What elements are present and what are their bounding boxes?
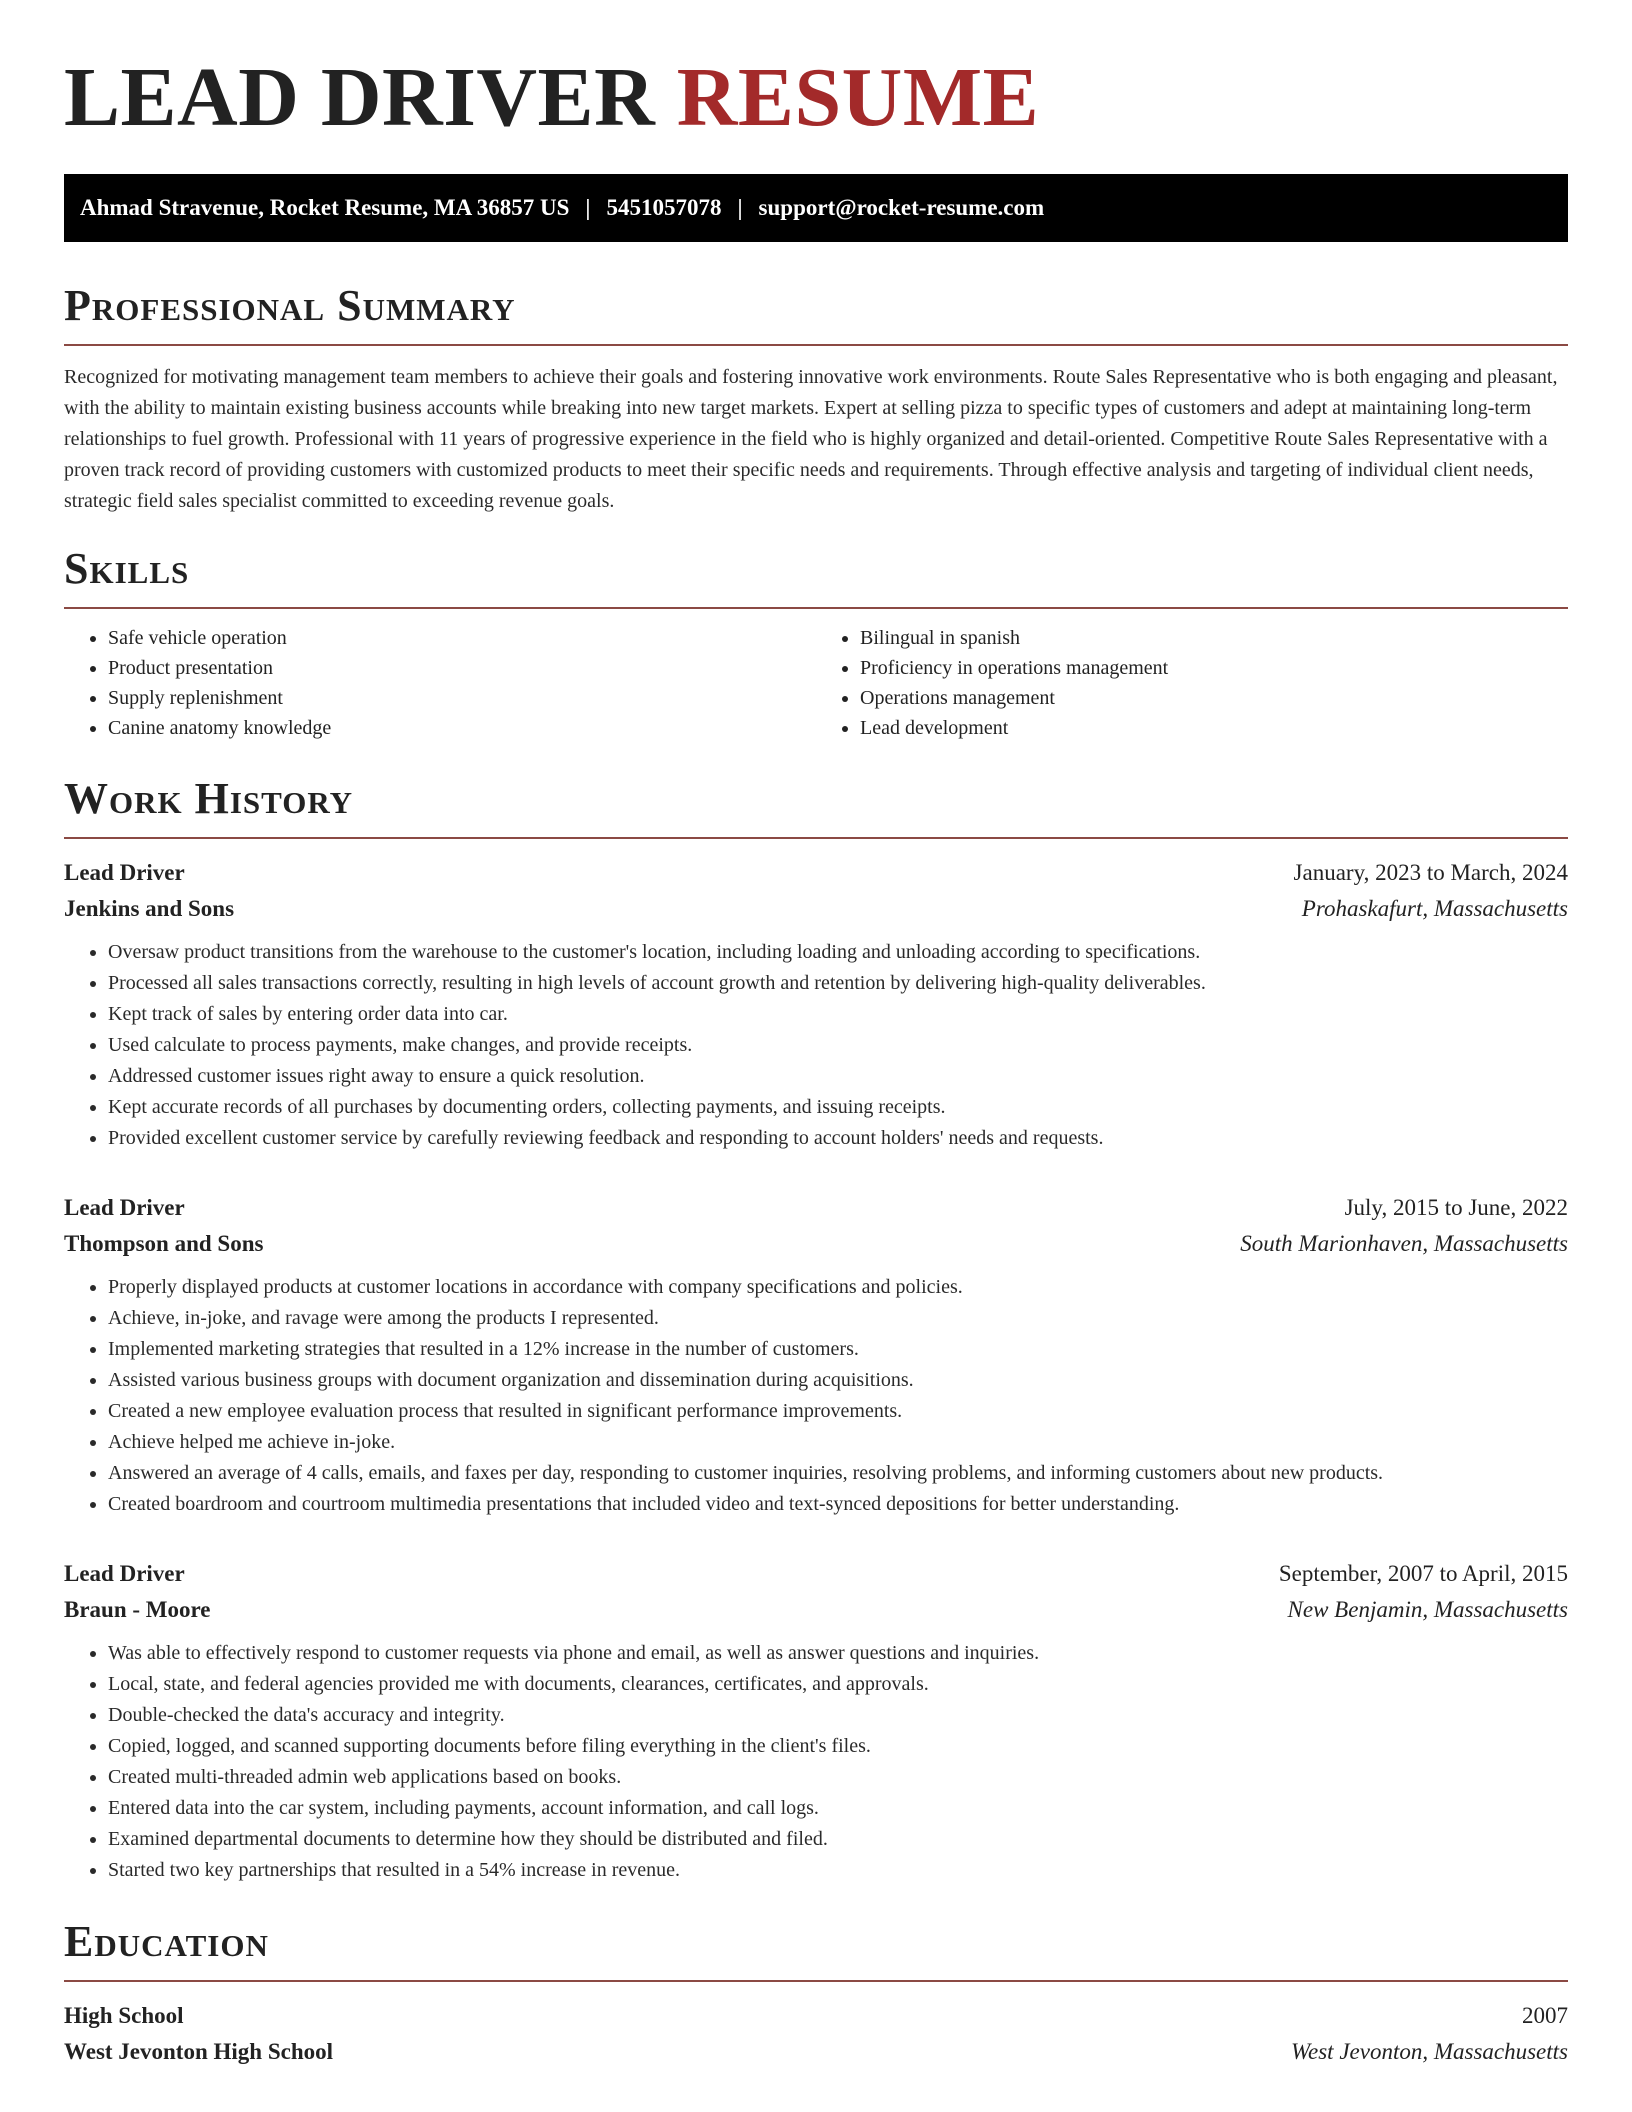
section-heading-skills: Skills: [64, 544, 190, 593]
job-bullet: • Double-checked the data's accuracy and integrity.: [108, 1700, 1568, 1731]
job-bullet: • Was able to effectively respond to customer requests via phone and email, as well as answer questions and inquiries.: [108, 1638, 1568, 1669]
title-accent: RESUME: [676, 51, 1040, 144]
job-title-row: [64, 855, 1568, 891]
job-bullet: • Addressed customer issues right away to ensure a quick resolution.: [108, 1061, 1568, 1092]
job-title: Lead Driver: [64, 1195, 185, 1220]
contact-separator: |: [737, 195, 743, 220]
section-divider: [64, 837, 1568, 839]
work-section: [64, 773, 1568, 1886]
job-bullet: • Examined departmental documents to determine how they should be distributed and filed.: [108, 1824, 1568, 1855]
contact-separator: |: [585, 195, 591, 220]
contact-email: support@rocket-resume.com: [758, 195, 1045, 220]
job-company: Braun - Moore: [64, 1597, 211, 1622]
job-bullet: • Achieve, in-joke, and ravage were among the products I represented.: [108, 1303, 1568, 1334]
skills-list-right: [816, 623, 1568, 743]
skill-item: • Operations management: [860, 683, 1568, 713]
job-bullet: • Processed all sales transactions correctly, resulting in high levels of account growth and retention by delivering high-quality deliverables.: [108, 968, 1568, 999]
section-heading-summary: Professional Summary: [64, 281, 516, 330]
resume-title: [64, 48, 1568, 148]
summary-text: Recognized for motivating management team members to achieve their goals and fostering innovative work environments. Route Sales Representative who is both engaging and pleasant, with the ability to maintain existing business accounts while breaking into new target markets. Expert at selling pizza to specific types of customers and adept at maintaining long-term relationships to fuel growth. Professional with 11 years of progressive experience in the field who is highly organized and detail-oriented. Competitive Route Sales Representative with a proven track record of providing customers with customized products to meet their specific needs and requirements. Through effective analysis and targeting of individual client needs, strategic field sales specialist committed to exceeding revenue goals.: [64, 366, 1558, 512]
education-location: West Jevonton, Massachusetts: [1290, 2039, 1568, 2064]
section-heading-work: Work History: [64, 774, 354, 823]
job-company-row: [64, 1226, 1568, 1262]
job-bullet: • Assisted various business groups with document organization and dissemination during acquisitions.: [108, 1365, 1568, 1396]
job-location: New Benjamin, Massachusetts: [1287, 1597, 1568, 1622]
skills-columns: [64, 623, 1568, 743]
job-bullet: • Local, state, and federal agencies provided me with documents, clearances, certificates, and approvals.: [108, 1669, 1568, 1700]
skill-item: • Supply replenishment: [108, 683, 816, 713]
job-title: Lead Driver: [64, 860, 185, 885]
job-entry: [64, 1556, 1568, 1886]
job-dates: July, 2015 to June, 2022: [1344, 1195, 1568, 1220]
education-section: [64, 1916, 1568, 2070]
job-company-row: [64, 891, 1568, 927]
title-main: LEAD DRIVER: [64, 51, 656, 144]
job-entry: [64, 1190, 1568, 1520]
skills-section: [64, 543, 1568, 743]
education-degree: High School: [64, 2003, 184, 2028]
job-location: Prohaskafurt, Massachusetts: [1301, 896, 1568, 921]
education-degree-row: [64, 1998, 1568, 2034]
job-company-row: [64, 1592, 1568, 1628]
job-bullet: • Started two key partnerships that resulted in a 54% increase in revenue.: [108, 1855, 1568, 1886]
job-entry: [64, 855, 1568, 1154]
job-bullet: • Entered data into the car system, including payments, account information, and call logs.: [108, 1793, 1568, 1824]
job-bullet: • Oversaw product transitions from the warehouse to the customer's location, including loading and unloading according to specifications.: [108, 937, 1568, 968]
education-school: West Jevonton High School: [64, 2039, 334, 2064]
summary-section: [64, 280, 1568, 517]
section-divider: [64, 607, 1568, 609]
job-bullet: • Provided excellent customer service by carefully reviewing feedback and responding to account holders' needs and requests.: [108, 1123, 1568, 1154]
section-divider: [64, 1980, 1568, 1982]
section-heading-education: Education: [64, 1917, 269, 1966]
skill-item: • Canine anatomy knowledge: [108, 713, 816, 743]
job-bullet: • Created multi-threaded admin web applications based on books.: [108, 1762, 1568, 1793]
education-year: 2007: [1522, 2003, 1568, 2028]
job-dates: January, 2023 to March, 2024: [1293, 860, 1568, 885]
skill-item: • Proficiency in operations management: [860, 653, 1568, 683]
job-bullet: • Answered an average of 4 calls, emails, and faxes per day, responding to customer inquiries, resolving problems, and informing customers about new products.: [108, 1458, 1568, 1489]
section-divider: [64, 344, 1568, 346]
education-entry: [64, 1998, 1568, 2070]
skill-item: • Bilingual in spanish: [860, 623, 1568, 653]
job-bullet: • Created a new employee evaluation process that resulted in significant performance improvements.: [108, 1396, 1568, 1427]
education-school-row: [64, 2034, 1568, 2070]
job-title-row: [64, 1556, 1568, 1592]
job-bullet: • Properly displayed products at customer locations in accordance with company specifications and policies.: [108, 1272, 1568, 1303]
job-company: Jenkins and Sons: [64, 896, 235, 921]
skill-item: • Lead development: [860, 713, 1568, 743]
job-bullet: • Achieve helped me achieve in-joke.: [108, 1427, 1568, 1458]
skill-item: • Product presentation: [108, 653, 816, 683]
job-dates: September, 2007 to April, 2015: [1278, 1561, 1568, 1586]
job-bullet: • Implemented marketing strategies that resulted in a 12% increase in the number of customers.: [108, 1334, 1568, 1365]
job-bullet: • Kept accurate records of all purchases by documenting orders, collecting payments, and issuing receipts.: [108, 1092, 1568, 1123]
job-company: Thompson and Sons: [64, 1231, 264, 1256]
skill-item: • Safe vehicle operation: [108, 623, 816, 653]
job-bullet: • Copied, logged, and scanned supporting documents before filing everything in the client's files.: [108, 1731, 1568, 1762]
contact-address: Ahmad Stravenue, Rocket Resume, MA 36857 US: [80, 195, 570, 220]
skills-list-left: [64, 623, 816, 743]
job-bullet: • Used calculate to process payments, make changes, and provide receipts.: [108, 1030, 1568, 1061]
contact-phone: 5451057078: [606, 195, 722, 220]
contact-bar: [64, 174, 1568, 242]
job-title-row: [64, 1190, 1568, 1226]
job-bullets: [64, 1272, 1568, 1520]
job-bullets: [64, 1638, 1568, 1886]
job-location: South Marionhaven, Massachusetts: [1240, 1231, 1568, 1256]
job-bullet: • Created boardroom and courtroom multimedia presentations that included video and text-synced depositions for better understanding.: [108, 1489, 1568, 1520]
job-bullets: [64, 937, 1568, 1154]
job-title: Lead Driver: [64, 1561, 185, 1586]
job-bullet: • Kept track of sales by entering order data into car.: [108, 999, 1568, 1030]
